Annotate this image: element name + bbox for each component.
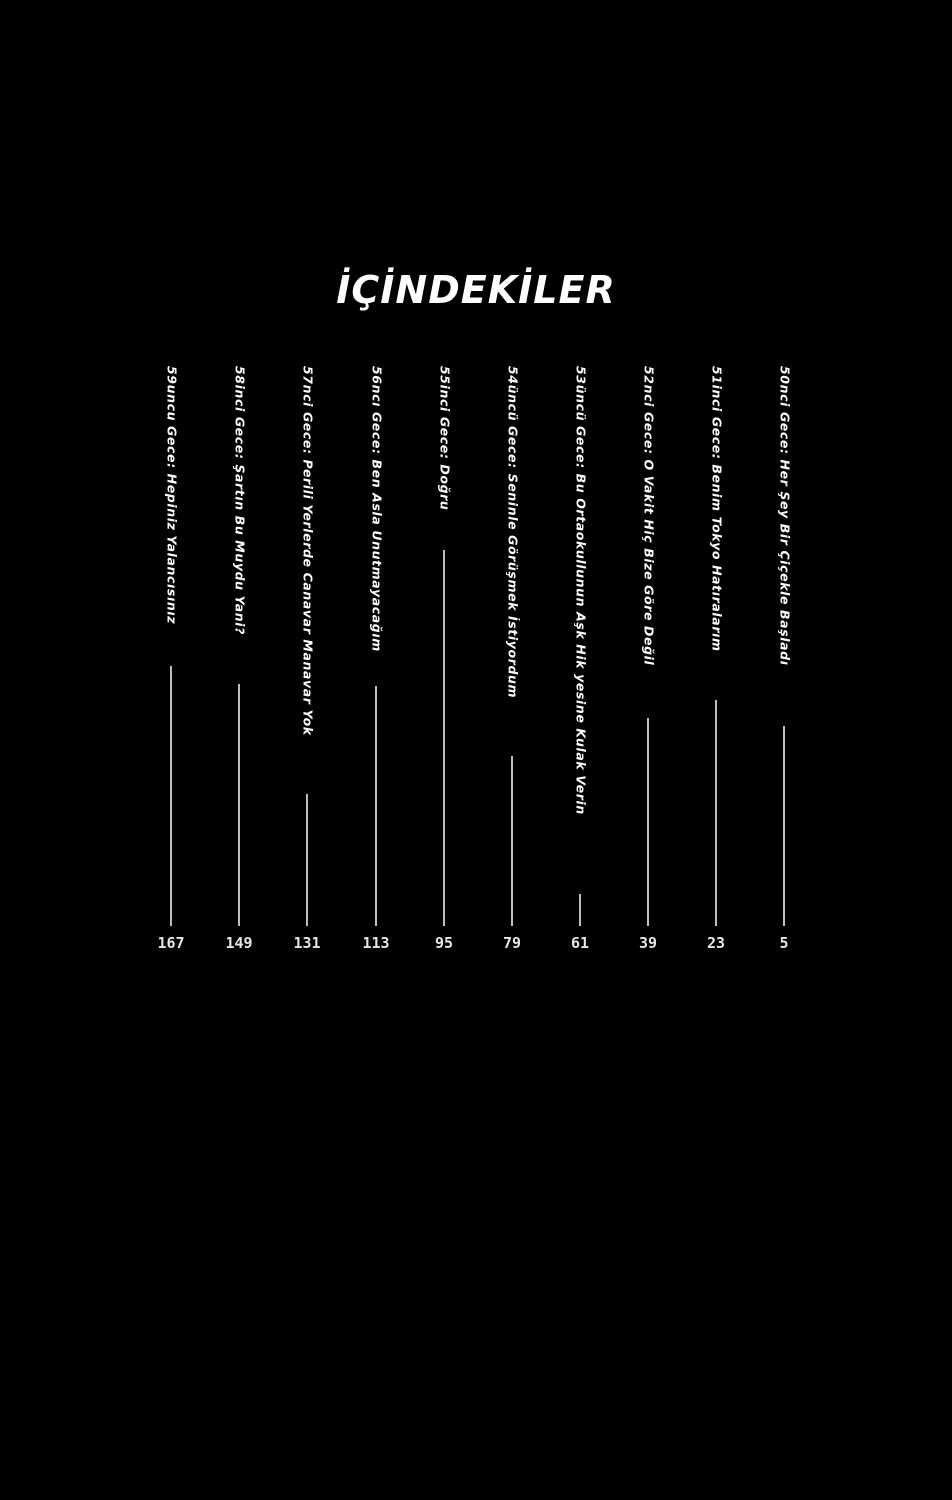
chapter-title: 57nci Gece: Perili Yerlerde Canavar Manavar Yok bbox=[300, 366, 316, 736]
toc-entry[interactable] bbox=[356, 366, 396, 960]
toc-entry[interactable] bbox=[628, 366, 668, 960]
leader-line bbox=[306, 794, 308, 926]
leader-line bbox=[238, 684, 240, 926]
leader-line bbox=[579, 894, 581, 926]
leader-line bbox=[715, 700, 717, 926]
chapter-title: 58inci Gece: Şartın Bu Muydu Yani? bbox=[232, 366, 248, 636]
chapter-title: 56ncı Gece: Ben Asla Unutmayacağım bbox=[369, 366, 385, 652]
toc-entry[interactable] bbox=[219, 366, 259, 960]
chapter-title: 54üncü Gece: Seninle Görüşmek İstiyordum bbox=[505, 366, 521, 699]
page-number: 113 bbox=[362, 934, 390, 952]
page-number: 5 bbox=[779, 934, 789, 952]
page-title: İÇİNDEKİLER bbox=[336, 268, 616, 312]
page-number: 61 bbox=[570, 934, 590, 952]
leader-line bbox=[443, 550, 445, 926]
toc-entry[interactable] bbox=[560, 366, 600, 960]
chapter-title: 51inci Gece: Benim Tokyo Hatıralarım bbox=[709, 366, 725, 652]
chapter-title: 53üncü Gece: Bu Ortaokullunun Aşk Hik yesine Kulak Verin bbox=[573, 366, 589, 815]
page-number: 167 bbox=[157, 934, 185, 952]
toc-entry[interactable] bbox=[424, 366, 464, 960]
leader-line bbox=[375, 686, 377, 926]
page-number: 131 bbox=[293, 934, 321, 952]
chapter-title: 52nci Gece: O Vakit Hiç Bize Göre Değil bbox=[641, 366, 657, 666]
toc-entry[interactable] bbox=[492, 366, 532, 960]
chapter-title: 50nci Gece: Her Şey Bir Çiçekle Başladı bbox=[777, 366, 793, 666]
leader-line bbox=[783, 726, 785, 926]
page-number: 79 bbox=[502, 934, 522, 952]
leader-line bbox=[511, 756, 513, 926]
page-number: 149 bbox=[225, 934, 253, 952]
page-number: 95 bbox=[434, 934, 454, 952]
toc-entry[interactable] bbox=[696, 366, 736, 960]
chapter-title: 55inci Gece: Doğru bbox=[437, 366, 453, 511]
page-number: 39 bbox=[638, 934, 658, 952]
chapter-title: 59uncu Gece: Hepiniz Yalancısınız bbox=[164, 366, 180, 625]
leader-line bbox=[170, 666, 172, 926]
toc-entry[interactable] bbox=[287, 366, 327, 960]
page-number: 23 bbox=[706, 934, 726, 952]
leader-line bbox=[647, 718, 649, 926]
toc-entry[interactable] bbox=[151, 366, 191, 960]
toc-entry[interactable] bbox=[764, 366, 804, 960]
